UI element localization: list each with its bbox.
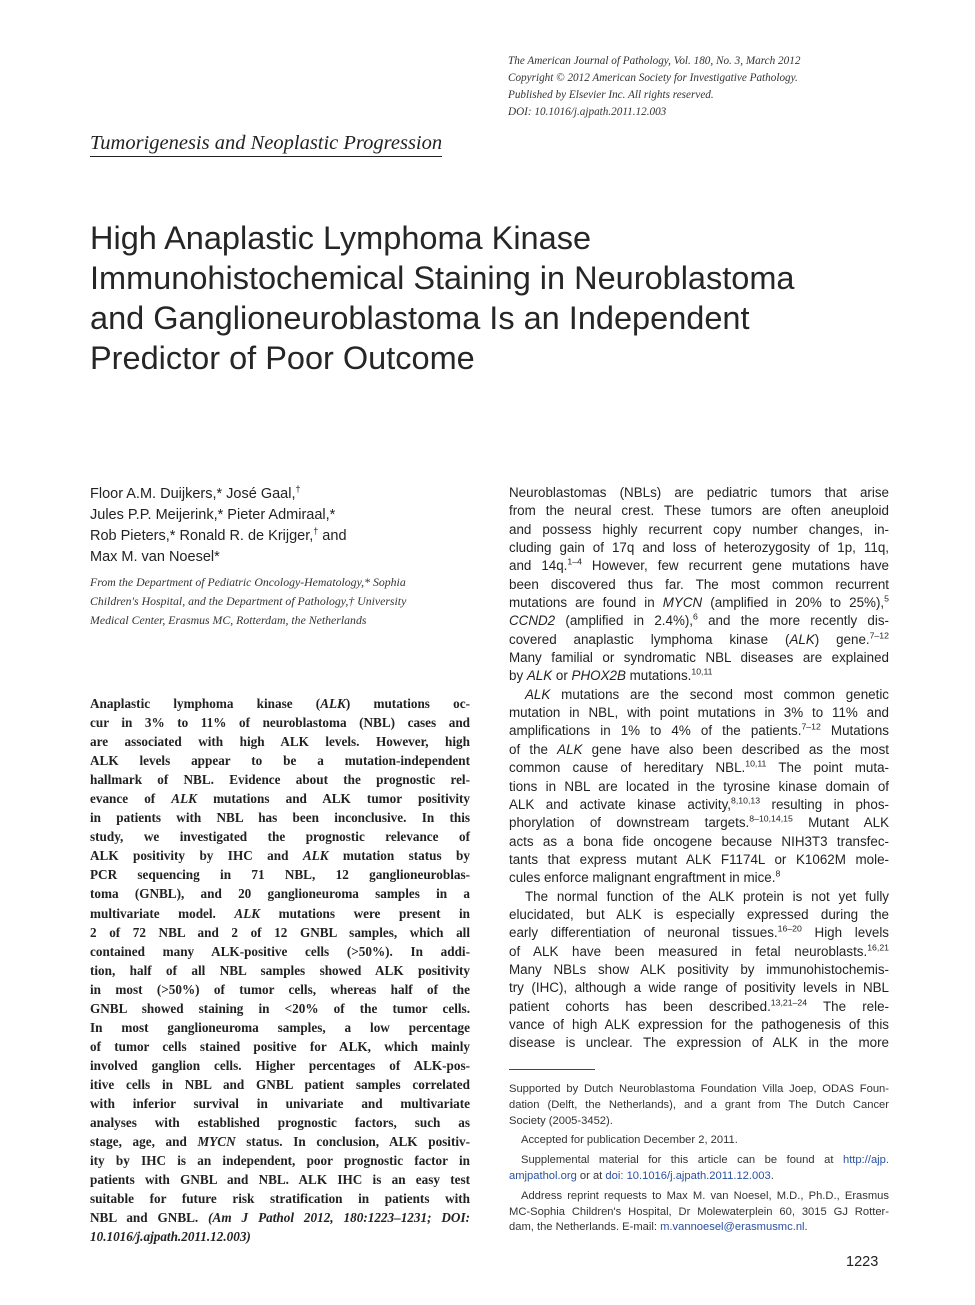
body-line: and possess highly recurrent copy number changes, in-: [509, 521, 889, 537]
conjunction: and: [318, 528, 347, 544]
supplement-link[interactable]: amjpathol.org: [509, 1169, 577, 1182]
author-name: José Gaal,: [222, 486, 296, 502]
body-line: mutation in NBL, with point mutations in 3% to 11% and: [509, 705, 889, 721]
body-text: [509, 484, 889, 1053]
abstract-line: ity by IHC is an independent, poor prognostic factor in: [90, 1153, 470, 1169]
abstract-line: of tumor cells stained positive for ALK, which mainly: [90, 1038, 470, 1054]
author-line: [90, 526, 480, 547]
abstract-line: analyses with established prognostic factors, such as: [90, 1115, 470, 1131]
body-line: patient cohorts has been described.$^{13,21-24}$ The rele-: [509, 997, 889, 1014]
body-line: of ALK have been measured in fetal neuroblasts.$^{16,21}$: [509, 942, 889, 959]
reference-marker: 5: [884, 593, 889, 604]
abstract-line: involved ganglion cells. Higher percentages of ALK-pos-: [90, 1057, 470, 1073]
reference-marker: 1–4: [567, 556, 582, 567]
footnote-line: MC-Sophia Children's Hospital, Dr Molewaterplein 60, 3015 GJ Rotter-: [509, 1205, 889, 1218]
affiliation-line: From the Department of Pediatric Oncology-Hematology,* Sophia: [90, 575, 406, 589]
abstract-line: ALK levels appear to be a mutation-independent: [90, 753, 470, 769]
body-line: and 14q.$^{1-4}$ However, few recurrent gene mutations have: [509, 556, 889, 574]
body-line: by ALK or PHOX2B mutations.$^{10,11}$: [509, 666, 713, 684]
abstract-line: In most ganglioneuroma samples, a low percentage: [90, 1019, 470, 1035]
abstract-line: contained many ALK-positive cells (>50%). In addi-: [90, 943, 470, 959]
gene-name: ALK: [557, 741, 583, 757]
abstract-line: with inferior survival in univariate and multivariate: [90, 1095, 470, 1111]
body-line: common cause of hereditary NBL.$^{10,11}$ The point muta-: [509, 758, 889, 776]
abstract-line: tion, half of all NBL samples showed ALK positivity: [90, 962, 470, 978]
body-line: elucidated, but ALK is especially expressed during the: [509, 906, 889, 922]
body-line: from the neural crest. These tumors are often aneuploid: [509, 503, 889, 519]
footnote-line: Supplemental material for this article can be found at http://ajp.: [521, 1154, 889, 1167]
abstract-line: Anaplastic lymphoma kinase (ALK) mutations oc-: [90, 696, 470, 711]
body-line: been discovered thus far. The most common recurrent: [509, 576, 889, 592]
reference-marker: 7–12: [869, 630, 889, 641]
body-line: vance of high ALK expression for the pathogenesis of this: [509, 1016, 889, 1032]
body-line: cluding gain of 17q and loss of heterozygosity of 1p, 11q,: [509, 540, 889, 556]
article-title: [90, 218, 910, 378]
affiliation-mark: *: [217, 507, 224, 523]
abstract-citation: 10.1016/j.ajpath.2011.12.003): [90, 1229, 251, 1245]
reference-marker: 8–10,14,15: [749, 813, 793, 824]
abstract-line: PCR sequencing in 71 NBL, 12 ganglioneuroblas-: [90, 867, 470, 883]
affiliation-mark: *: [216, 486, 223, 502]
gene-name: ALK: [526, 668, 553, 684]
abstract-line: evance of ALK mutations and ALK tumor positivity: [90, 791, 470, 807]
journal-metadata: [508, 53, 928, 121]
body-line: CCND2 (amplified in 2.4%),$^6$ and the more recently dis-: [509, 611, 889, 629]
title-line: Immunohistochemical Staining in Neuroblastoma: [90, 260, 795, 296]
reference-marker: 10,11: [745, 758, 767, 769]
body-line: Many familial or syndromatic NBL diseases are explained: [509, 650, 889, 666]
abstract-line: GNBL showed staining in <20% of the tumor cells.: [90, 1000, 470, 1016]
abstract-line: stage, age, and MYCN status. In conclusion, ALK positiv-: [90, 1134, 470, 1150]
abstract-line: are associated with high ALK levels. However, high: [90, 734, 470, 750]
abstract-line: 2 of 72 NBL and 2 of 12 GNBL samples, which all: [90, 924, 470, 940]
author-name: Max M. van Noesel: [90, 549, 215, 565]
gene-name: PHOX2B: [571, 668, 626, 684]
abstract-citation: (Am J Pathol 2012, 180:1223–1231; DOI:: [208, 1210, 470, 1226]
footnote-line: Society (2005-3452).: [509, 1114, 613, 1127]
author-line: [90, 505, 480, 526]
title-line: Predictor of Poor Outcome: [90, 340, 475, 376]
footnote-divider: [509, 1069, 595, 1070]
body-line: Neuroblastomas (NBLs) are pediatric tumors that arise: [509, 485, 889, 500]
gene-name: ALK: [171, 791, 197, 807]
author-name: Rob Pieters,: [90, 528, 170, 544]
abstract-line: itive cells in NBL and GNBL patient samples correlated: [90, 1076, 470, 1092]
gene-name: ALK: [525, 686, 551, 702]
body-line: The normal function of the ALK protein is not yet fully: [525, 888, 889, 904]
body-line: acts as a bona fide oncogene because NIH3T3 transfec-: [509, 833, 889, 849]
affiliation-mark: †: [295, 484, 301, 495]
footnote-line: Accepted for publication December 2, 2011.: [521, 1134, 738, 1147]
abstract-line: ALK positivity by IHC and ALK mutation status by: [90, 848, 470, 864]
doi-link[interactable]: doi: 10.1016/j.ajpath.2011.12.003: [605, 1169, 771, 1182]
reference-marker: 16,21: [867, 942, 889, 953]
section-heading: Tumorigenesis and Neoplastic Progression: [90, 132, 442, 157]
body-line: tants that express mutant ALK F1174L or K1062M mole-: [509, 851, 889, 867]
abstract-line: multivariate model. ALK mutations were present in: [90, 905, 471, 921]
author-line: [90, 547, 480, 568]
affiliation-mark: †: [313, 526, 319, 537]
title-line: High Anaplastic Lymphoma Kinase: [90, 220, 592, 256]
footnotes: [509, 1082, 889, 1236]
footnote-line: Supported by Dutch Neuroblastoma Foundation Villa Joep, ODAS Foun-: [509, 1083, 889, 1095]
supplement-link[interactable]: http://ajp.: [842, 1154, 889, 1167]
abstract-line: study, we investigated the prognostic relevance of: [90, 829, 470, 845]
abstract-line: patients with GNBL and NBL. ALK IHC is an easy test: [90, 1172, 470, 1188]
affiliation-mark: *: [214, 549, 220, 565]
affiliation-mark: *: [169, 528, 176, 544]
author-name: Pieter Admiraal,: [223, 507, 330, 523]
gene-name: MYCN: [662, 595, 703, 611]
reference-marker: 16–20: [777, 923, 802, 934]
footnote-line: dam, the Netherlands. E-mail: m.vannoesel@erasmusmc.nl.: [509, 1221, 808, 1234]
body-line: Many NBLs show ALK positivity by immunohistochemis-: [509, 961, 889, 977]
abstract-line: in patients with NBL has been inconclusive. In this: [90, 810, 470, 826]
body-line: ALK mutations are the second most common genetic: [525, 686, 889, 702]
gene-name: MYCN: [197, 1134, 236, 1150]
reference-marker: 7–12: [801, 722, 821, 732]
abstract-line: [90, 1227, 470, 1246]
abstract-line: cur in 3% to 11% of neuroblastoma (NBL) cases and: [90, 715, 470, 731]
body-line: of the ALK gene have also been described as the most: [509, 741, 890, 757]
reference-marker: 8: [775, 868, 781, 879]
affiliation-line: Children's Hospital, and the Department of Pathology,† University: [90, 594, 407, 608]
author-name: Floor A.M. Duijkers,: [90, 486, 217, 502]
gene-name: CCND2: [509, 613, 556, 629]
affiliation-line: Medical Center, Erasmus MC, Rotterdam, the Netherlands: [90, 613, 367, 627]
author-name: Ronald R. de Krijger,: [175, 528, 314, 544]
abstract: [90, 694, 470, 1246]
gene-name: ALK: [234, 905, 261, 921]
body-line: covered anaplastic lymphoma kinase (ALK) gene.$^{7-12}$: [509, 630, 889, 647]
email-link[interactable]: m.vannoesel@erasmusmc.nl: [660, 1221, 805, 1234]
reference-marker: 10,11: [691, 666, 713, 677]
body-line: tions in NBL are located in the tyrosine kinase domain of: [509, 778, 889, 794]
body-line: amplifications in 1% to 4% of the patients.$^{7-12}$ Mutations: [509, 722, 889, 739]
abstract-line: in most (>50%) of tumor cells, whereas half of the: [90, 981, 470, 997]
body-line: phorylation of downstream targets.$^{8-10,14,15}$ Mutant ALK: [509, 813, 889, 831]
footnote-line: Address reprint requests to Max M. van Noesel, M.D., Ph.D., Erasmus: [521, 1189, 889, 1202]
abstract-line: hallmark of NBL. Evidence about the prognostic rel-: [90, 772, 470, 788]
gene-name: ALK: [302, 848, 329, 864]
doi-line: DOI: 10.1016/j.ajpath.2011.12.003: [508, 106, 667, 118]
body-line: disease is unclear. The expression of ALK in the more: [509, 1035, 889, 1051]
abstract-line: NBL and GNBL. (Am J Pathol 2012, 180:1223–1231; DOI:: [90, 1210, 470, 1226]
author-name: Jules P.P. Meijerink,: [90, 507, 218, 523]
body-line: cules enforce malignant engraftment in mice.$^8$: [509, 868, 781, 886]
abstract-line: suitable for future risk stratification in patients with: [90, 1191, 470, 1207]
reference-marker: 13,21–24: [770, 997, 808, 1008]
gene-name: ALK: [789, 631, 815, 647]
affiliation-mark: *: [329, 507, 336, 523]
footnote-line: amjpathol.org or at doi: 10.1016/j.ajpath.2011.12.003.: [509, 1169, 774, 1182]
title-line: and Ganglioneuroblastoma Is an Independent: [90, 300, 750, 336]
body-line: ALK and activate kinase activity,$^{8,10,13}$ resulting in phos-: [509, 795, 889, 812]
affiliation: [90, 573, 475, 630]
author-list: [90, 484, 480, 568]
journal-citation: The American Journal of Pathology, Vol. 180, No. 3, March 2012: [508, 55, 801, 67]
reference-marker: 6: [693, 611, 698, 622]
publisher-line: Published by Elsevier Inc. All rights reserved.: [508, 89, 714, 101]
body-line: try (IHC), although a wide range of positivity levels in NBL: [509, 980, 889, 996]
copyright-line: Copyright © 2012 American Society for Investigative Pathology.: [508, 72, 798, 84]
author-line: [90, 484, 480, 505]
reference-marker: 8,10,13: [731, 795, 761, 806]
page-number: 1223: [846, 1254, 879, 1270]
gene-name: ALK: [320, 696, 346, 711]
body-line: early differentiation of neuronal tissues.$^{16-20}$ High levels: [509, 923, 890, 941]
body-line: mutations are found in MYCN (amplified in 20% to 25%),$^5$: [509, 593, 889, 611]
footnote-line: dation (Delft, the Netherlands), and a grant from The Dutch Cancer: [509, 1098, 889, 1111]
abstract-line: toma (GNBL), and 20 ganglioneuroma samples in a: [90, 886, 470, 902]
